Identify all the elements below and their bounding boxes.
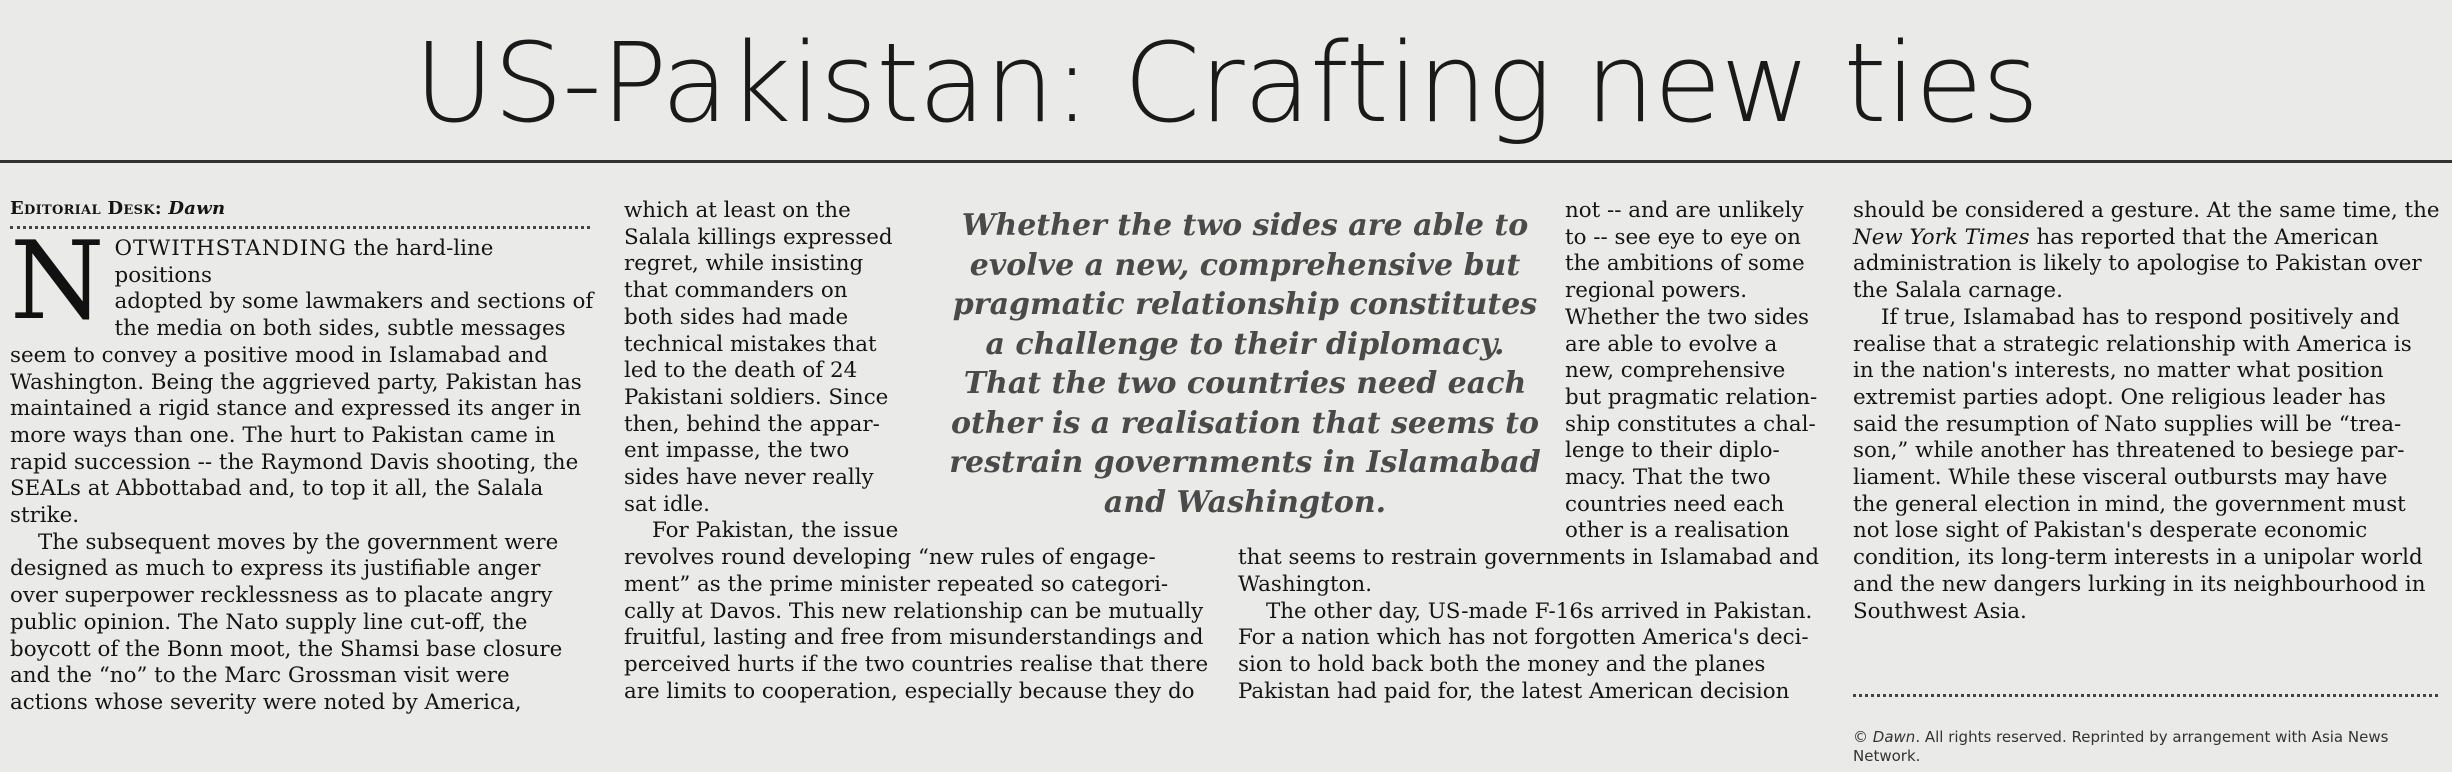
text-line: The other day, US-made F-16s arrived in Pakistan. xyxy=(1266,598,1813,624)
copyright-symbol: © xyxy=(1853,728,1868,746)
col1-line: the hard-line positions xyxy=(114,236,494,288)
text-line: If true, Islamabad has to respond positively and xyxy=(1881,304,2400,330)
text-line: in the nation's interests, no matter what position xyxy=(1853,358,2384,384)
text-line: public opinion. The Nato supply line cut-off, the xyxy=(10,609,528,635)
text-line: sat idle. xyxy=(624,491,710,517)
text-line: over superpower recklessness as to placate angry xyxy=(10,583,553,609)
text-line: rapid succession -- the Raymond Davis shooting, the xyxy=(10,449,579,475)
pull-quote-line: and Washington. xyxy=(1103,484,1387,520)
text-line: ment” as the prime minister repeated so categori- xyxy=(624,571,1169,597)
text-line: are able to evolve a xyxy=(1565,331,1778,357)
text-line: Salala killings expressed xyxy=(624,224,893,250)
column-3-wide xyxy=(1238,545,1838,705)
text-line: macy. That the two xyxy=(1565,465,1771,491)
text-line: The subsequent moves by the government were xyxy=(38,529,559,555)
text-line: Washington. xyxy=(1238,571,1372,597)
text-line: Whether the two sides xyxy=(1565,304,1810,330)
text-line: regional powers. xyxy=(1565,278,1748,304)
text-line: and the new dangers lurking in its neighbourhood in xyxy=(1853,571,2426,597)
credit-line xyxy=(1853,728,2438,766)
pull-quote-line: restrain governments in Islamabad xyxy=(949,445,1541,480)
text-line: Southwest Asia. xyxy=(1853,598,2027,624)
pull-quote-line: Whether the two sides are able to xyxy=(961,208,1529,243)
text-line: regret, while insisting xyxy=(624,251,864,277)
column-1 xyxy=(10,219,595,717)
text-line: and the “no” to the Marc Grossman visit were xyxy=(10,663,510,689)
text-line: not lose sight of Pakistan's desperate economic xyxy=(1853,518,2368,544)
text-line: administration is likely to apologise to Pakistan over xyxy=(1853,251,2422,277)
text-line: adopted by some lawmakers and sections of xyxy=(114,289,594,315)
credit-source: Dawn xyxy=(1872,728,1916,746)
lead-caps: OTWITHSTANDING xyxy=(114,236,347,261)
text-line: maintained a rigid stance and expressed its anger in xyxy=(10,396,582,422)
text-line: other is a realisation xyxy=(1565,518,1790,544)
pull-quote xyxy=(940,206,1550,522)
column-2 xyxy=(624,198,924,518)
text-line: both sides had made xyxy=(624,304,849,330)
pull-quote-line: That the two countries need each xyxy=(963,366,1527,401)
text-line: SEALs at Abbottabad and, to top it all, the Salala xyxy=(10,476,544,502)
text-line: sides have never really xyxy=(624,465,874,491)
text-line: that seems to restrain governments in Islamabad and xyxy=(1238,545,1820,571)
text-line: Pakistan had paid for, the latest American decision xyxy=(1238,678,1790,704)
text-line: ent impasse, the two xyxy=(624,438,850,464)
headline: US-Pakistan: Crafting new ties xyxy=(413,19,2039,147)
text-line: son,” while another has threatened to besiege par- xyxy=(1853,438,2405,464)
column-4 xyxy=(1853,198,2443,625)
text-line: are limits to cooperation, especially because they do xyxy=(624,678,1195,704)
text-line: not -- and are unlikely xyxy=(1565,198,1804,223)
pull-quote-line: evolve a new, comprehensive but xyxy=(969,247,1521,283)
text-line: actions whose severity were noted by America, xyxy=(10,689,522,715)
text-line: more ways than one. The hurt to Pakistan came in xyxy=(10,422,556,448)
column-3 xyxy=(1565,198,1835,545)
text-line: which at least on the xyxy=(624,198,851,223)
text-line: that commanders on xyxy=(624,278,848,304)
text-line: boycott of the Bonn moot, the Shamsi base closure xyxy=(10,636,563,662)
col4-line: New York Times has reported that the American xyxy=(1853,224,2379,250)
byline-desk: Editorial Desk: xyxy=(10,198,162,219)
top-rule xyxy=(0,160,2452,163)
text-line: the ambitions of some xyxy=(1565,251,1805,277)
text-line: the Salala carnage. xyxy=(1853,278,2063,304)
pull-quote-line: a challenge to their diplomacy. xyxy=(985,326,1505,362)
text-line: new, comprehensive xyxy=(1565,358,1786,384)
credit-text: . All rights reserved. Reprinted by arrangement with Asia News Network. xyxy=(1853,728,2389,765)
text-line: strike. xyxy=(10,503,80,529)
text-line: seem to convey a positive mood in Islamabad and xyxy=(10,342,549,368)
drop-cap: N xyxy=(10,219,105,344)
text-line: liament. While these visceral outbursts may have xyxy=(1853,465,2388,491)
text-line: technical mistakes that xyxy=(624,331,877,357)
text-line: ship constitutes a chal- xyxy=(1565,411,1816,437)
text-line: led to the death of 24 xyxy=(624,358,858,384)
pull-quote-line: pragmatic relationship constitutes xyxy=(952,287,1538,322)
text-line: For a nation which has not forgotten America's deci- xyxy=(1238,625,1809,651)
text-line: revolves round developing “new rules of engage- xyxy=(624,545,1156,571)
pull-quote-line: other is a realisation that seems to xyxy=(950,405,1540,441)
text-line: lenge to their diplo- xyxy=(1565,438,1780,464)
text-line: Pakistani soldiers. Since xyxy=(624,384,889,410)
text-line: countries need each xyxy=(1565,491,1785,517)
text-line: but pragmatic relation- xyxy=(1565,384,1818,410)
text-line: cally at Davos. This new relationship can be mutually xyxy=(624,598,1204,624)
text-line: sion to hold back both the money and the planes xyxy=(1238,651,1766,677)
text-line: extremist parties adopt. One religious leader has xyxy=(1853,384,2386,410)
column-2-wide xyxy=(624,518,1224,705)
text-line: fruitful, lasting and free from misunderstandings and xyxy=(624,625,1204,651)
byline-source: Dawn xyxy=(168,198,226,219)
col4-line: should be considered a gesture. At the same time, the xyxy=(1853,198,2440,223)
byline xyxy=(10,198,225,219)
text-line: Washington. Being the aggrieved party, Pakistan has xyxy=(10,369,582,395)
text-line: to -- see eye to eye on xyxy=(1565,224,1801,250)
credit-dotted-rule xyxy=(1853,694,2438,697)
text-line: realise that a strategic relationship with America is xyxy=(1853,331,2412,357)
nyt-title: New York Times xyxy=(1853,224,2030,250)
text-line: said the resumption of Nato supplies will be “trea- xyxy=(1853,411,2402,437)
text-line: the general election in mind, the government must xyxy=(1853,491,2406,517)
text-line: perceived hurts if the two countries realise that there xyxy=(624,651,1209,677)
text-line: then, behind the appar- xyxy=(624,411,880,437)
text-line: designed as much to express its justifiable anger xyxy=(10,556,541,582)
text-line: For Pakistan, the issue xyxy=(652,518,899,544)
text-line: the media on both sides, subtle messages xyxy=(114,316,566,342)
text-line: condition, its long-term interests in a unipolar world xyxy=(1853,545,2423,571)
